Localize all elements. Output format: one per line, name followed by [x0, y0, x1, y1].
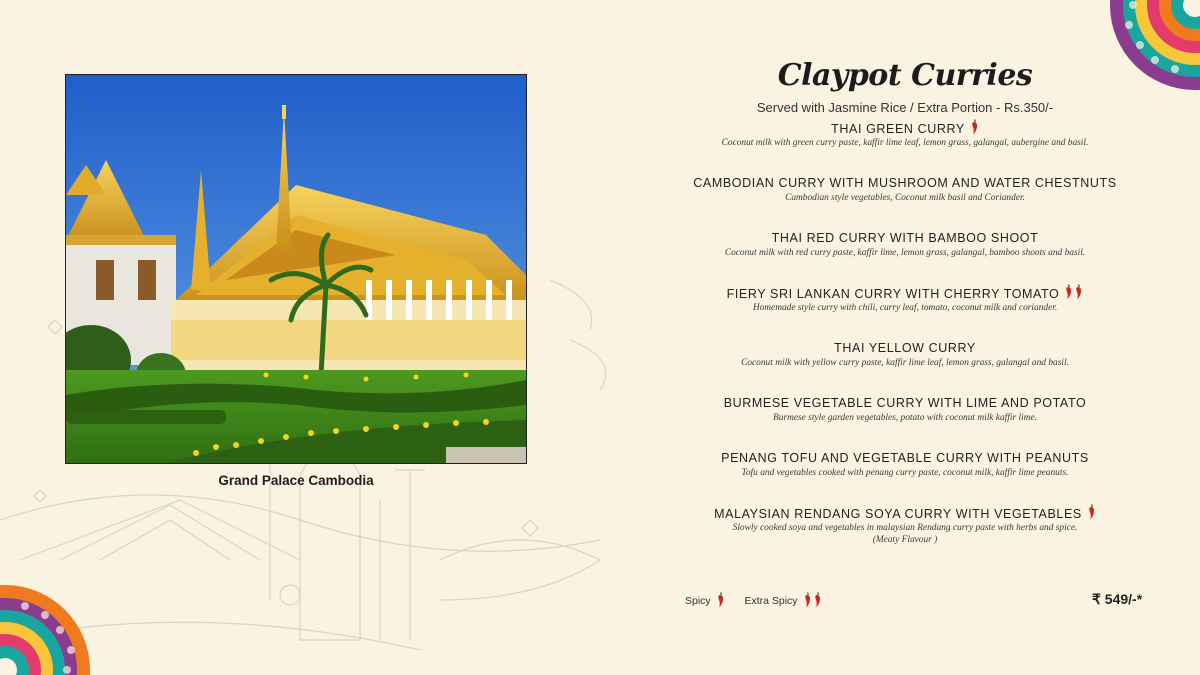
chili-pepper-icon: [813, 592, 822, 611]
menu-item: [640, 284, 1170, 339]
menu-item-name-text: FIERY SRI LANKAN CURRY WITH CHERRY TOMATO: [726, 287, 1060, 301]
menu-item-description: Cambodian style vegetables, Coconut milk basil and Coriander.: [785, 193, 1025, 203]
menu-item-name-text: THAI YELLOW CURRY: [834, 341, 976, 355]
menu-item-name: [640, 394, 1170, 412]
menu-item-name-text: THAI RED CURRY WITH BAMBOO SHOOT: [771, 231, 1039, 245]
menu-item-name: [640, 284, 1170, 302]
grand-palace-photo: [65, 74, 527, 464]
chili-pepper-icon: [1087, 504, 1096, 525]
menu-item: [640, 119, 1170, 174]
menu-item-description: Tofu and vegetables cooked with penang curry paste, coconut milk, kaffir lime peanuts.: [741, 468, 1069, 478]
menu-item: [640, 394, 1170, 449]
legend-extra-spicy-label: Extra Spicy: [744, 595, 798, 607]
menu-subtitle: Served with Jasmine Rice / Extra Portion - Rs.350/-: [756, 100, 1054, 115]
menu-item: [640, 339, 1170, 394]
menu-item-description: Slowly cooked soya and vegetables in malaysian Rendang curry paste with herbs and spice.: [732, 523, 1078, 533]
menu-item-description: Coconut milk with red curry paste, kaffir lime, lemon grass, galangal, bamboo shoots and basil.: [724, 248, 1086, 258]
menu-item-name-text: BURMESE VEGETABLE CURRY WITH LIME AND POTATO: [723, 396, 1087, 410]
menu-items-list: [640, 119, 1170, 559]
menu-title: Claypot Curries: [777, 58, 1033, 93]
chili-pepper-icon: [1064, 284, 1073, 305]
photo-caption: Grand Palace Cambodia: [218, 473, 374, 488]
menu-item-name: [640, 504, 1170, 522]
menu-item-description: Coconut milk with yellow curry paste, kaffir lime leaf, lemon grass, galangal and basil.: [741, 358, 1069, 368]
menu-item-description: Burmese style garden vegetables, potato with coconut milk kaffir lime.: [773, 413, 1037, 423]
legend-spicy-label: Spicy: [685, 595, 711, 607]
menu-item: [640, 229, 1170, 284]
menu-item: [640, 504, 1170, 559]
menu-item-name: [640, 449, 1170, 467]
menu-item-name-text: PENANG TOFU AND VEGETABLE CURRY WITH PEANUTS: [721, 451, 1089, 465]
menu-item-note: (Meaty Flavour ): [872, 535, 938, 545]
chili-pepper-icon: [716, 592, 725, 611]
menu-item-description: Coconut milk with green curry paste, kaffir lime leaf, lemon grass, galangal, aubergine and basil.: [721, 138, 1089, 148]
chili-pepper-icon: [1074, 284, 1083, 305]
menu-item-name: [640, 339, 1170, 357]
menu-item-name: [640, 119, 1170, 137]
menu-item-name: [640, 229, 1170, 247]
menu-item: [640, 449, 1170, 504]
menu-item-name-text: CAMBODIAN CURRY WITH MUSHROOM AND WATER CHESTNUTS: [693, 176, 1117, 190]
menu-item-name: [640, 174, 1170, 192]
menu-item-description: Homemade style curry with chili, curry leaf, tomato, coconut milk and coriander.: [752, 303, 1058, 313]
chili-pepper-icon: [803, 592, 812, 611]
menu-item: [640, 174, 1170, 229]
menu-section: [640, 55, 1170, 559]
menu-item-name-text: THAI GREEN CURRY: [831, 122, 965, 136]
menu-price: ₹ 549/-*: [1092, 591, 1143, 607]
mandala-ornament-bottom-left: [0, 575, 95, 675]
spice-legend: [685, 592, 822, 611]
menu-item-name-text: MALAYSIAN RENDANG SOYA CURRY WITH VEGETABLES: [714, 507, 1082, 521]
